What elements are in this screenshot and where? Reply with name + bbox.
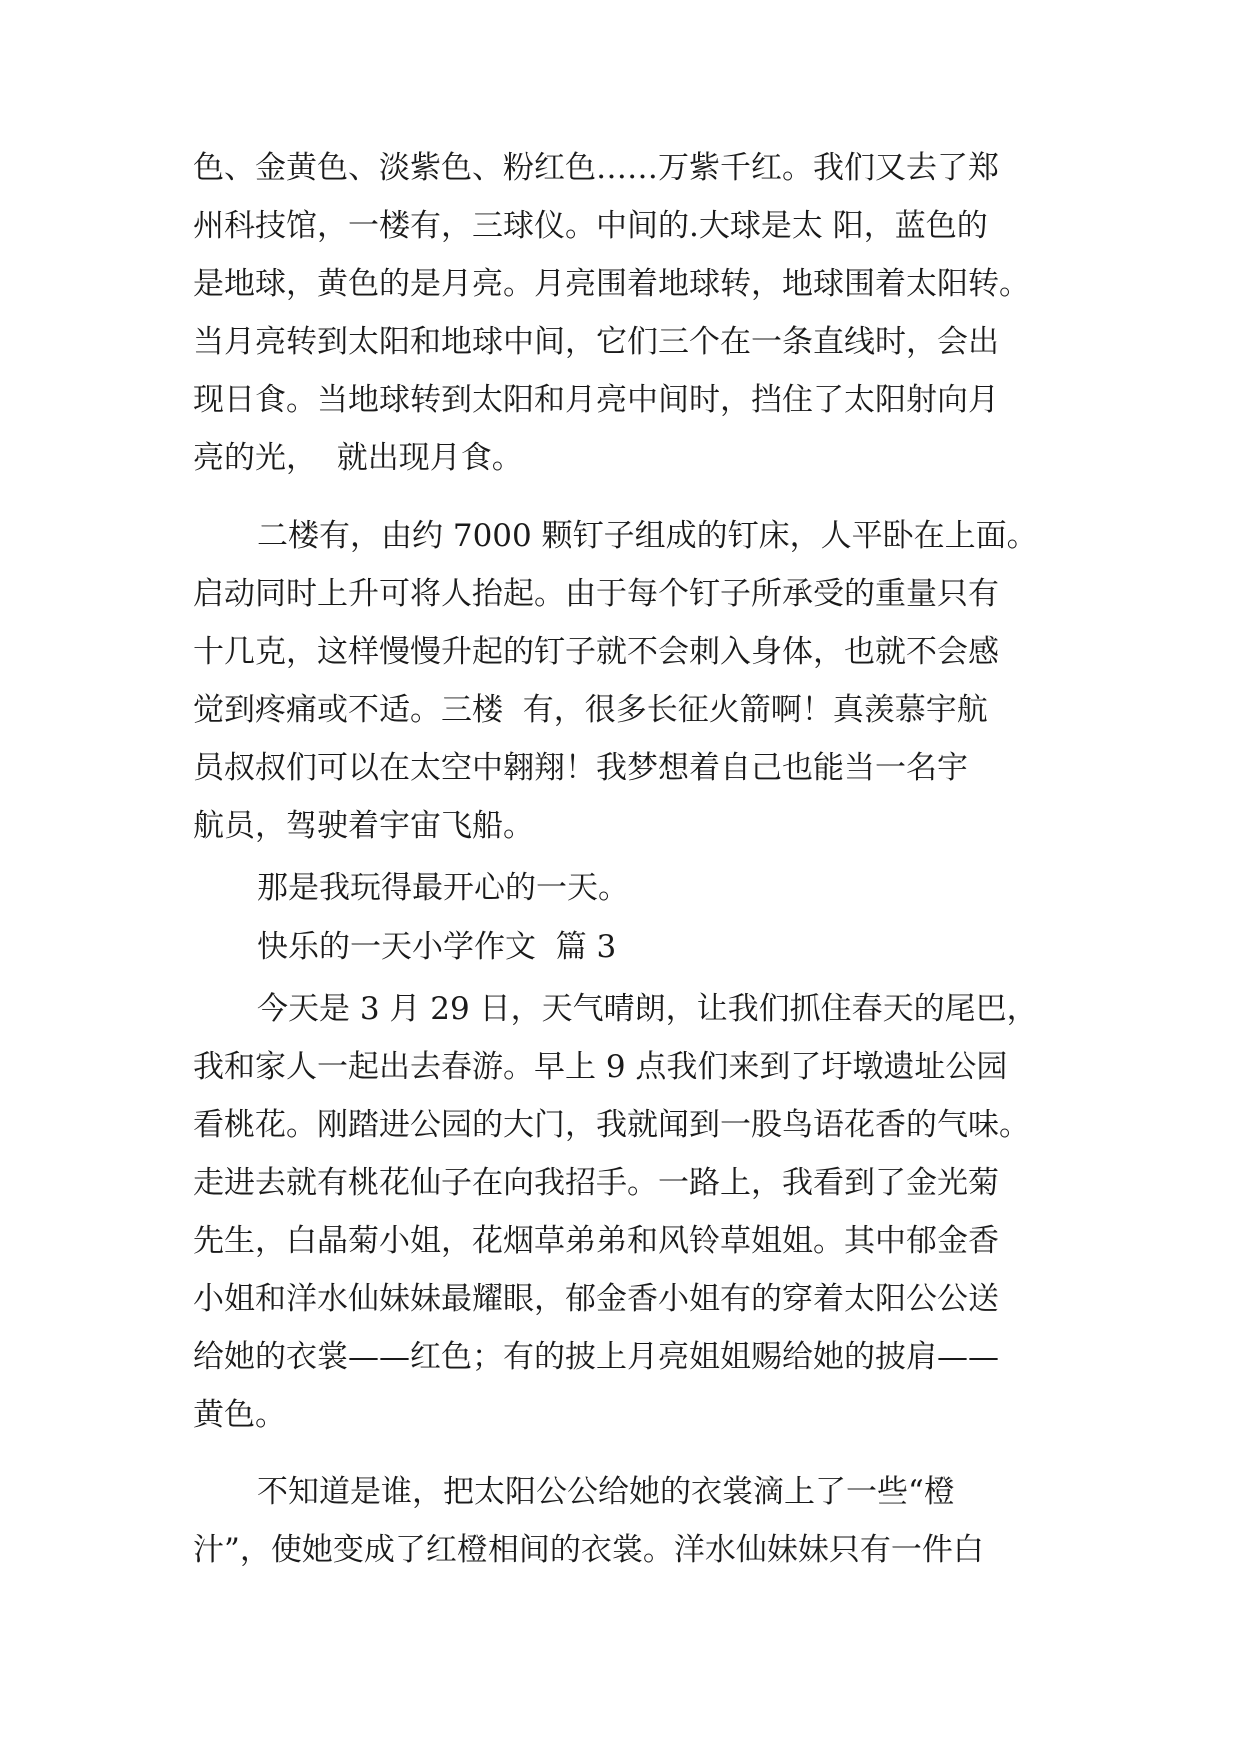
text-line: 觉到疼痛或不适。三楼 有，很多长征火箭啊！真羡慕宇航 xyxy=(193,692,988,728)
text-line: 亮的光， 就出现月食。 xyxy=(193,440,523,476)
text-line: 州科技馆，一楼有，三球仪。中间的.大球是太 阳，蓝色的 xyxy=(193,208,988,244)
text-line: 色、金黄色、淡紫色、粉红色……万紫千红。我们又去了郑 xyxy=(193,150,999,186)
text-line: 十几克，这样慢慢升起的钉子就不会刺入身体，也就不会感 xyxy=(193,634,999,670)
paragraph-first-line: 那是我玩得最开心的一天。 xyxy=(257,870,629,906)
text-line: 员叔叔们可以在太空中翱翔！我梦想着自己也能当一名宇 xyxy=(193,750,968,786)
text-line: 先生，白晶菊小姐，花烟草弟弟和风铃草姐姐。其中郁金香 xyxy=(193,1223,999,1259)
text-line: 看桃花。刚踏进公园的大门，我就闻到一股鸟语花香的气味。 xyxy=(193,1107,1030,1143)
paragraph-first-line: 不知道是谁，把太阳公公给她的衣裳滴上了一些“橙 xyxy=(257,1474,955,1510)
section-heading: 快乐的一天小学作文 篇 3 xyxy=(257,929,617,965)
text-line: 汁”，使她变成了红橙相间的衣裳。洋水仙妹妹只有一件白 xyxy=(193,1532,984,1568)
text-line: 黄色。 xyxy=(193,1397,286,1433)
text-line: 我和家人一起出去春游。早上 9 点我们来到了圩墩遗址公园 xyxy=(193,1049,1008,1085)
paragraph-first-line: 今天是 3 月 29 日，天气晴朗，让我们抓住春天的尾巴， xyxy=(257,991,1038,1027)
text-line: 当月亮转到太阳和地球中间，它们三个在一条直线时，会出 xyxy=(193,324,999,360)
paragraph-first-line: 二楼有，由约 7000 颗钉子组成的钉床，人平卧在上面。 xyxy=(257,518,1038,554)
text-line: 航员，驾驶着宇宙飞船。 xyxy=(193,808,534,844)
text-line: 启动同时上升可将人抬起。由于每个钉子所承受的重量只有 xyxy=(193,576,999,612)
text-line: 是地球，黄色的是月亮。月亮围着地球转，地球围着太阳转。 xyxy=(193,266,1030,302)
text-line: 走进去就有桃花仙子在向我招手。一路上，我看到了金光菊 xyxy=(193,1165,999,1201)
text-line: 给她的衣裳——红色；有的披上月亮姐姐赐给她的披肩—— xyxy=(193,1339,999,1375)
text-line: 现日食。当地球转到太阳和月亮中间时，挡住了太阳射向月 xyxy=(193,382,999,418)
text-line: 小姐和洋水仙妹妹最耀眼，郁金香小姐有的穿着太阳公公送 xyxy=(193,1281,999,1317)
